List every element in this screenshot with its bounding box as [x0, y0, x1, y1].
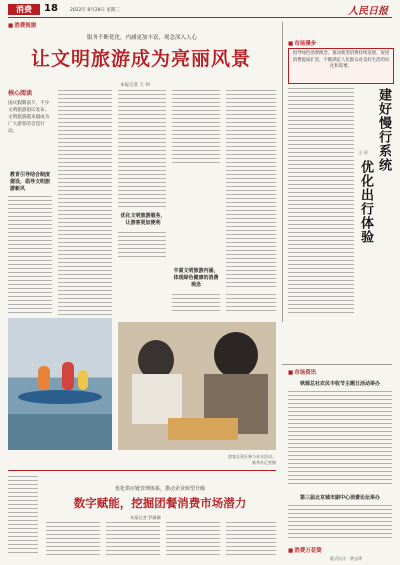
- bottom-byline: 本报记者 罗珊珊: [130, 515, 161, 520]
- bottom-headline: 数字赋能，挖掘团餐消费市场潜力: [73, 496, 247, 510]
- core-reading-label: 核心阅读: [8, 90, 33, 97]
- bottom-story-rule: [8, 470, 276, 471]
- lead-text-col4b: [172, 294, 220, 314]
- lead-photo-credit: 新华社记者摄: [252, 460, 276, 465]
- market-news-column-tag: ■ 市场资讯: [288, 368, 316, 376]
- bottom-column-tag: ■ 消费万花筒: [288, 546, 322, 554]
- bottom-kicker: 优化供应链管理体系，推动企业转型升级: [114, 486, 205, 492]
- lead-subhead-2: 优化文明旅游服务，让游客更加便利: [120, 213, 166, 226]
- sidebar-byline: 王 珂: [358, 150, 368, 155]
- market-news-item1-text: [288, 391, 392, 485]
- footer-editor: 版式设计：黄宝珍: [330, 556, 362, 561]
- bottom-text-col3: [166, 522, 220, 558]
- lead-subhead-3: 丰富文明旅游内涵，体现绿色健康的消费观念: [173, 268, 219, 288]
- lead-text-col3b: [118, 232, 166, 258]
- issue-date: 2022年 8月28日 星期三: [70, 8, 120, 13]
- column-divider: [282, 22, 283, 322]
- lead-headline: 让文明旅游成为亮丽风景: [30, 48, 251, 70]
- newspaper-logo: 人民日报: [348, 6, 388, 17]
- lead-text-col5b: [226, 294, 276, 314]
- sidebar-intro-box: [288, 48, 394, 84]
- lead-column-tag: ■ 消费视窗: [8, 21, 36, 29]
- page-number: 18: [44, 3, 58, 14]
- lead-text-col4: [172, 90, 220, 165]
- section-name: [8, 4, 40, 15]
- lead-text-col2: [58, 90, 112, 315]
- market-news-item2-title: 第三届北京城市副中心消费论坛举办: [299, 495, 380, 501]
- core-reading-text: 国庆假期前夕，不少文明旅游倡议发布。文明旅游越来越成为广大游客的自觉行动。: [8, 101, 50, 135]
- market-news-rule: [282, 364, 392, 365]
- lead-text-col1: [8, 196, 52, 314]
- lead-byline: 本报记者 王 珂: [120, 83, 150, 88]
- market-news-item2-text: [288, 505, 392, 539]
- masthead: [8, 4, 392, 18]
- bottom-text-col4: [226, 522, 276, 558]
- market-news-item1-title: 铁骑总社农民丰收节主题日活动举办: [299, 381, 380, 387]
- lead-photo-handcraft: [118, 322, 276, 450]
- masthead-rule: [8, 17, 392, 18]
- sidebar-column-tag: ■ 市场漫步: [288, 39, 316, 47]
- sidebar-intro: 倡导绿色消费理念，推动新型消费持续发展，促进消费提质扩容，不断满足人民群众对美好生活的向往和需要。: [292, 51, 390, 70]
- sidebar-text-a: [288, 88, 354, 316]
- lead-text-col3: [118, 90, 166, 210]
- bottom-text-col2: [106, 522, 160, 558]
- section-label: 消费: [16, 5, 32, 14]
- sidebar-headline-a: 建好慢行系统: [376, 88, 391, 172]
- sidebar-headline-b: 优化出行体验: [358, 160, 373, 244]
- lead-photo-caption: 游客在景区参与亲水活动。: [228, 454, 276, 459]
- core-reading-box: [8, 88, 52, 168]
- bottom-left-col: [8, 476, 38, 556]
- lead-kicker: 服务不断优化，内涵更加丰富，观念深入人心: [86, 35, 197, 41]
- lead-text-col5: [226, 90, 276, 290]
- lead-subhead-1: 教育引导结合制度建设，倡导文明旅游新风: [10, 172, 51, 192]
- lead-photo-kayak: [8, 318, 112, 450]
- bottom-text-col1: [46, 522, 100, 558]
